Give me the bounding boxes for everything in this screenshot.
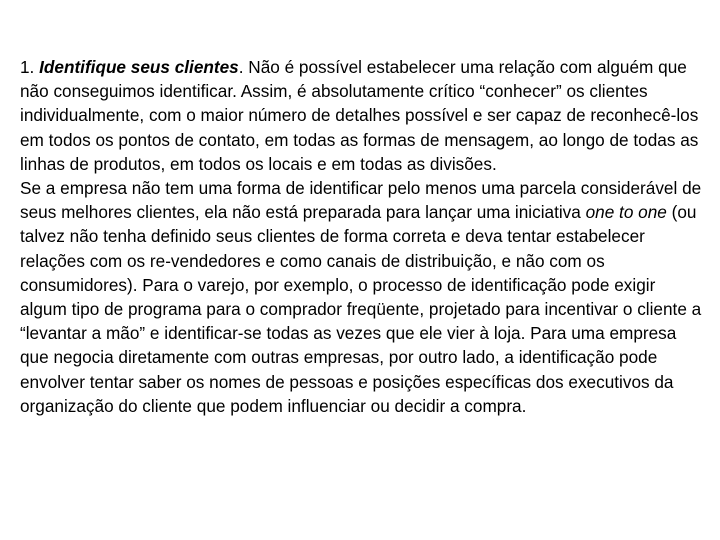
paragraph-company-identification xyxy=(20,176,705,418)
text-block xyxy=(20,55,705,418)
paragraph-1-body: . Não é possível estabelecer uma relação com alguém que não conseguimos identificar. Assim, é absolutamente crítico “conhecer” os clientes individualmente, com o maior número de detalhes possível e ser capaz de reconhecê-los em todos os pontos de contato, em todas as formas de mensagem, ao longo de todas as linhas de produtos, em todos os locais e em todas as divisões. xyxy=(20,57,699,174)
paragraph-2-start: Se a empresa não tem uma forma de identificar pelo menos uma parcela considerável de seus melhores clientes, ela não está preparada para lançar uma iniciativa xyxy=(20,178,702,223)
one-to-one-emphasis: one to one xyxy=(585,202,667,223)
paragraph-2-rest: (ou talvez não tenha definido seus clientes de forma correta e deva tentar estabelecer relações com os re-vendedores e como canais de distribuição, e não com os consumidores). Para o varejo, por exemplo, o processo de identificação pode exigir algum tipo de programa para o comprador freqüente, projetado para incentivar o cliente a “levantar a mão” e identificar-se todas as vezes que ele vier à loja. Para uma empresa que negocia diretamente com outras empresas, por outro lado, a identificação pode envolver tentar saber os nomes de pessoas e posições específicas dos executivos da organização do cliente que podem influenciar ou decidir a compra. xyxy=(20,202,702,416)
item-number: 1. xyxy=(20,57,40,77)
item-heading: Identifique seus clientes xyxy=(39,57,239,77)
paragraph-identify-clients xyxy=(20,55,705,176)
